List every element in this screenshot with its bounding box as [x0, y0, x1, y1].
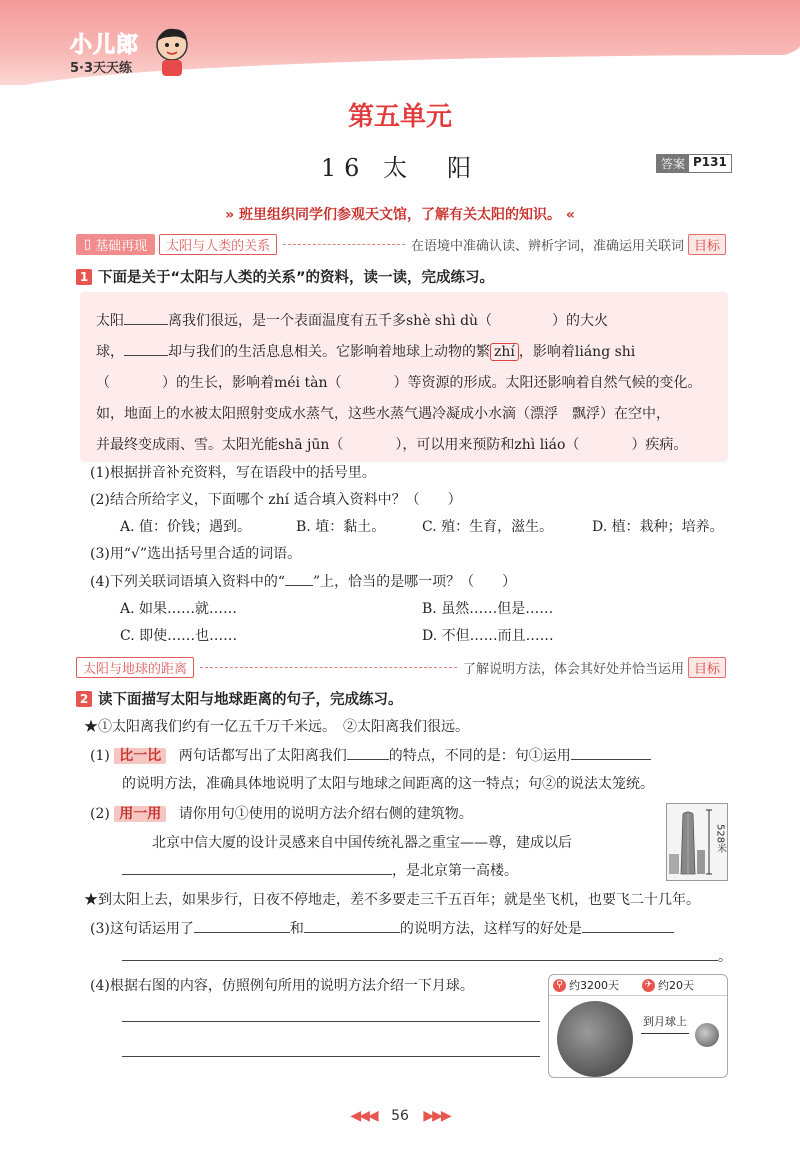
footer — [0, 1108, 800, 1124]
q1-opt4-d[interactable]: D. 不但……而且…… — [422, 628, 554, 644]
q1-sub2: (2)结合所给字义，下面哪个 zhí 适合填入资料中？（ ） — [90, 492, 462, 508]
paren-blank[interactable] — [492, 311, 552, 325]
q2-title: 读下面描写太阳与地球距离的句子，完成练习。 — [98, 692, 403, 708]
passage-text: 太阳 — [96, 313, 124, 329]
logo-sub: 5·3天天练 — [70, 61, 133, 76]
blank-field — [285, 585, 313, 586]
passage-text: ）疾病。 — [631, 437, 688, 453]
answer-tag — [656, 154, 732, 173]
q1-number: 1 — [76, 269, 92, 285]
q1-opt4-a[interactable]: A. 如果……就…… — [120, 601, 238, 617]
q1-opt2-d[interactable]: D. 植：栽种；培养。 — [592, 519, 724, 535]
moon-travel-row — [549, 975, 727, 996]
blank-field[interactable] — [347, 759, 389, 760]
moon-icon — [695, 1023, 719, 1047]
intro-line — [0, 204, 800, 224]
passage-text: ），可以用来预防和zhì liáo（ — [395, 437, 580, 453]
blank-field[interactable] — [124, 310, 168, 325]
q2-p2-c — [122, 860, 518, 880]
passage — [96, 306, 720, 461]
passage-text: 离我们很远，是一个表面温度有五千多shè shì dù（ — [168, 313, 493, 329]
q2-heading — [76, 688, 403, 709]
triple-chevron-left-icon: ◀◀◀ — [350, 1108, 377, 1124]
blank-field[interactable] — [122, 1056, 540, 1057]
q2-p2-text: ，是北京第一高楼。 — [392, 863, 518, 879]
page-number: 56 — [391, 1108, 409, 1124]
unit-title: 第五单元 — [347, 102, 452, 132]
q2-p2 — [90, 803, 473, 823]
q2-p1-text: 两句话都写出了太阳离我们 — [178, 748, 347, 764]
section1-sub: 太阳与人类的关系 — [159, 234, 277, 255]
compare-tag: 比一比 — [114, 748, 166, 764]
earth-icon — [557, 1001, 633, 1077]
walk-icon: ⚲ — [553, 979, 566, 992]
blank-field[interactable] — [194, 932, 290, 933]
section2-bar — [76, 657, 726, 678]
plane-time-label: 约20天 — [658, 979, 694, 992]
q2-p3-text: 和 — [289, 921, 304, 937]
paren-blank[interactable] — [341, 373, 393, 387]
q2-star2: ★到太阳上去，如果步行，日夜不停地走，差不多要走三千五百年；就是坐飞机，也要飞二十几年。 — [84, 892, 700, 908]
q1-opt2-a[interactable]: A. 值：价钱；遇到。 — [120, 519, 252, 535]
q1-title: 下面是关于“太阳与人类的关系”的资料，读一读，完成练习。 — [98, 270, 495, 286]
lesson-title: 16 太 阳 — [320, 154, 480, 182]
tower-image — [666, 803, 728, 881]
double-chevron-right-icon: » — [225, 207, 235, 223]
q1-sub1: (1)根据拼音补充资料，写在语段中的括号里。 — [90, 465, 376, 481]
double-chevron-left-icon: « — [565, 207, 575, 223]
q1-sub3: (3)用“√”选出括号里合适的词语。 — [90, 546, 302, 562]
q2-star1: ★①太阳离我们约有一亿五千万千米远。 ②太阳离我们很远。 — [84, 719, 469, 735]
building-icon — [667, 804, 727, 880]
section1-bar — [76, 234, 726, 255]
blank-field[interactable] — [122, 1021, 540, 1022]
moon-figure — [548, 974, 728, 1078]
passage-text: ）的大火 — [552, 313, 609, 329]
q2-p2-text: 请你用句①使用的说明方法介绍右侧的建筑物。 — [178, 806, 473, 822]
q1-sub4 — [90, 571, 516, 591]
divider — [200, 667, 457, 668]
q2-p1-cont: 的说明方法，准确具体地说明了太阳与地球之间距离的这一特点；句②的说法太笼统。 — [122, 776, 654, 792]
q2-p3-end: 。 — [718, 949, 732, 965]
logo — [70, 28, 139, 76]
passage-text: 并最终变成雨、雪。太阳光能shā jūn（ — [96, 437, 344, 453]
blank-field[interactable] — [122, 960, 718, 961]
answer-line — [122, 1010, 540, 1026]
blank-field[interactable] — [571, 759, 651, 760]
mascot-icon — [150, 25, 194, 77]
q2-number: 2 — [76, 691, 92, 707]
passage-text: （ — [96, 375, 110, 391]
q1-opt4-b[interactable]: B. 虽然……但是…… — [422, 601, 554, 617]
moon-label: 到月球上 — [643, 1015, 687, 1028]
blank-field[interactable] — [304, 932, 400, 933]
q2-p4: (4)根据右图的内容，仿照例句所用的说明方法介绍一下月球。 — [90, 978, 474, 994]
blank-field[interactable] — [124, 341, 168, 356]
blank-field[interactable] — [582, 932, 674, 933]
zhi-box[interactable]: zhí — [490, 343, 519, 361]
q1-opt2-c[interactable]: C. 殖：生育，滋生。 — [422, 519, 554, 535]
walk-time-label: 约3200天 — [569, 979, 619, 992]
plane-time — [638, 975, 727, 995]
plane-icon: ✈ — [642, 979, 655, 992]
q1-sub4-text: (4)下列关联词语填入资料中的“ — [90, 574, 285, 590]
paren-blank[interactable] — [579, 435, 631, 449]
section1-badge-label: 基础再现 — [95, 239, 148, 254]
q2-p1-num: (1) — [90, 748, 110, 764]
goal-badge: 目标 — [688, 234, 726, 255]
use-tag: 用一用 — [114, 806, 166, 822]
section1-goal: 在语境中准确认读、辨析字词，准确运用关联词 — [410, 239, 684, 254]
arrow-right-icon — [641, 1033, 689, 1034]
section2-sub: 太阳与地球的距离 — [76, 657, 194, 678]
q1-sub4-text: ”上，恰当的是哪一项？（ ） — [313, 574, 517, 590]
intro-text: 班里组织同学们参观天文馆，了解有关太阳的知识。 — [239, 207, 561, 223]
divider — [283, 244, 405, 245]
section1-badge — [76, 234, 155, 255]
q2-p1-text: 的特点，不同的是：句①运用 — [388, 748, 571, 764]
book-icon: ▯ — [84, 237, 92, 252]
q2-p3 — [90, 918, 674, 938]
q2-p2-b: 北京中信大厦的设计灵感来自中国传统礼器之重宝——尊，建成以后 — [152, 835, 572, 851]
passage-text: 如，地面上的水被太阳照射变成水蒸气，这些水蒸气遇冷凝成小水滴（漂浮 飘浮）在空中， — [96, 406, 670, 422]
goal-badge: 目标 — [688, 657, 726, 678]
answer-page: P131 — [693, 155, 727, 169]
q2-p3-text: 的说明方法，这样写的好处是 — [399, 921, 582, 937]
passage-text: 却与我们的生活息息相关。它影响着地球上动物的繁 — [168, 344, 490, 360]
q2-p3-line2 — [122, 946, 732, 966]
passage-text: ）等资源的形成。太阳还影响着自然气候的变化。 — [393, 375, 702, 391]
section2-goal: 了解说明方法，体会其好处并恰当运用 — [462, 662, 684, 677]
paren-blank[interactable] — [343, 435, 395, 449]
q2-p1 — [90, 745, 651, 765]
triple-chevron-right-icon: ▶▶▶ — [423, 1108, 450, 1124]
passage-text: ，影响着liáng shi — [518, 344, 636, 360]
q1-opt2-b[interactable]: B. 埴：黏土。 — [296, 519, 386, 535]
tower-height-label: 528米 — [714, 824, 726, 854]
answer-line — [122, 1045, 540, 1061]
q1-opt4-c[interactable]: C. 即使……也…… — [120, 628, 238, 644]
paren-blank[interactable] — [110, 373, 162, 387]
walk-time — [549, 975, 638, 995]
passage-text: 球， — [96, 344, 124, 360]
logo-main: 小儿郎 — [70, 33, 140, 58]
passage-text: ）的生长，影响着méi tàn（ — [162, 375, 342, 391]
q2-p3-text: (3)这句话运用了 — [90, 921, 194, 937]
q1-heading — [76, 266, 494, 287]
q2-p2-num: (2) — [90, 806, 110, 822]
blank-field[interactable] — [122, 874, 392, 875]
answer-label: 答案 — [657, 155, 689, 172]
